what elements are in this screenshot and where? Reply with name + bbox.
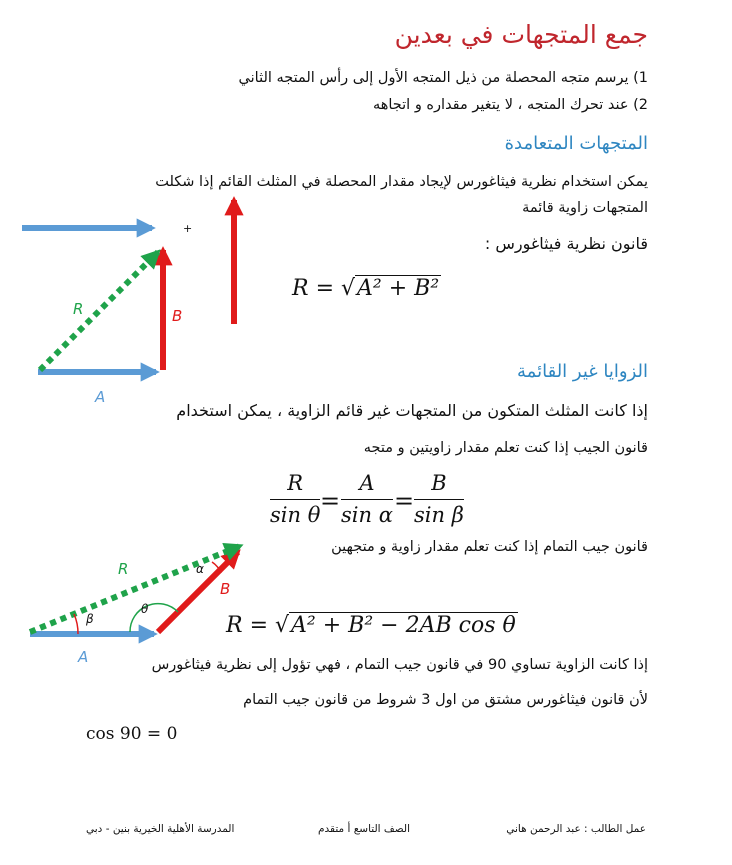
cos90-statement: cos 90 = 0 xyxy=(86,724,178,744)
pythagoras-formula: R = √A² + B² xyxy=(292,276,440,301)
cosine-radicand: A² + B² − 2AB cos θ xyxy=(291,613,516,638)
vector-r-2 xyxy=(30,546,240,632)
vector-r xyxy=(40,252,158,370)
rule-2: 2) عند تحرك المتجه ، لا يتغير مقداره و اتجاهه xyxy=(372,97,648,113)
footer-grade: الصف التاسع أ متقدم xyxy=(318,823,411,835)
label-plus: + xyxy=(183,222,193,235)
non-right-heading: الزوايا غير القائمة xyxy=(517,361,648,382)
note-1: إذا كانت الزاوية تساوي 90 في قانون جيب التمام ، فهي تؤول إلى نظرية فيثاغورس xyxy=(151,657,648,673)
page-title: جمع المتجهات في بعدين xyxy=(394,20,648,49)
pythagoras-label: قانون نظرية فيثاغورس : xyxy=(484,234,648,253)
perpendicular-heading: المتجهات المتعامدة xyxy=(504,133,648,154)
label-b: B xyxy=(172,307,183,325)
perpendicular-text-1: يمكن استخدام نظرية فيثاغورس لإيجاد مقدار المحصلة في المثلث القائم إذا شكلت xyxy=(155,174,648,190)
label-a: A xyxy=(95,388,106,406)
formula-radicand: A² + B² xyxy=(357,276,440,301)
sine-frac-1: R sin θ xyxy=(270,471,321,527)
sine-law-label: قانون الجيب إذا كنت تعلم مقدار زاويتين و متجه xyxy=(363,440,648,456)
note-2: لأن قانون فيثاغورس مشتق من اول 3 شروط من قانون جيب التمام xyxy=(243,692,648,708)
label-beta: β xyxy=(86,612,94,626)
cosine-law-label: قانون جيب التمام إذا كنت تعلم مقدار زاوية و متجهين xyxy=(331,539,648,555)
sine-frac-3: B sin β xyxy=(414,471,464,527)
cosine-formula: R = √A² + B² − 2AB cos θ xyxy=(226,613,516,638)
sine-eq-1: = xyxy=(320,487,341,515)
label-a-2: A xyxy=(78,648,89,666)
perpendicular-text-2: المتجهات زاوية قائمة xyxy=(522,200,648,216)
formula-eq: = xyxy=(315,276,335,301)
footer-school: المدرسة الأهلية الخيرية بنين - دبي xyxy=(86,823,235,835)
non-right-intro: إذا كانت المثلث المتكون من المتجهات غير قائم الزاوية ، يمكن استخدام xyxy=(176,401,648,420)
label-alpha: α xyxy=(196,562,204,576)
footer-student: عمل الطالب : عبد الرحمن هاني xyxy=(506,823,646,835)
sine-frac-2: A sin α xyxy=(341,471,393,527)
label-r-2: R xyxy=(118,560,129,578)
sine-eq-2: = xyxy=(394,487,415,515)
label-theta: θ xyxy=(141,602,149,616)
formula-lhs: R xyxy=(292,276,309,301)
rule-1: 1) يرسم متجه المحصلة من ذيل المتجه الأول إلى رأس المتجه الثاني xyxy=(238,70,648,86)
label-b-2: B xyxy=(220,580,231,598)
label-r: R xyxy=(73,300,84,318)
